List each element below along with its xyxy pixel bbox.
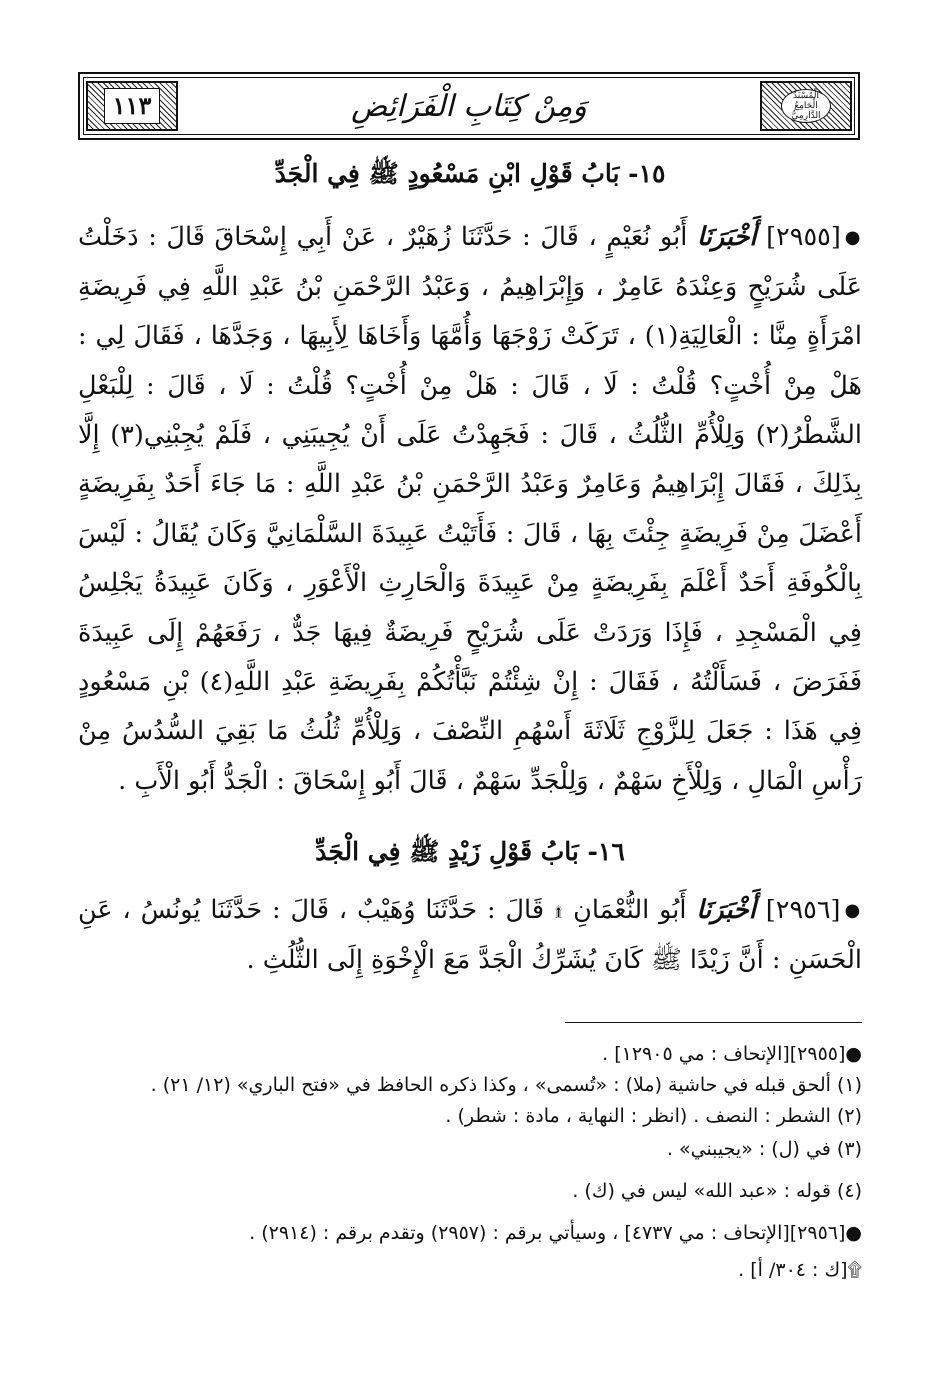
- akhbarana-label: أَخْبَرَنَا: [696, 222, 757, 252]
- chapter-heading: ١٥- بَابُ قَوْلِ ابْنِ مَسْعُودٍ ﷺ فِي الْجَدِّ: [274, 159, 666, 188]
- bullet-icon: ●: [844, 900, 862, 922]
- hadith-text: [78, 213, 862, 806]
- footnote: (٢) الشطر : النصف . (انظر : النهاية ، مادة : شطر) .: [445, 1105, 862, 1127]
- footnote: ۩[ك : ٣٠٤/ أ] .: [738, 1259, 862, 1281]
- akhbarana-label: أَخْبَرَنَا: [696, 895, 756, 925]
- hadith-line: فَجَهِدْتُ عَلَى أَنْ يُجِيبَنِي ، فَلَمْ يُجِبْنِي(٣) إِلَّا بِذَلِكَ ، فَقَالَ إِبْرَاهِيمُ وَعَامِرٌ: [78, 419, 862, 500]
- hadith-line: السُّدُسُ مِنْ رَأْسِ الْمَالِ ، وَلِلْأَخِ سَهْمٌ ، وَلِلْجَدِّ سَهْمٌ ، قَالَ أَبُو إِسْحَاقَ : الْجَدُّ: [78, 716, 862, 796]
- hadith-line: وَالْحَارِثِ الْأَعْوَرِ ، وَكَانَ عَبِيدَةُ يَجْلِسُ فِي الْمَسْجِدِ ، فَإِذَا وَرَدَتْ عَلَى شُرَيْحٍ فَرِيضَةٌ: [78, 568, 862, 648]
- hadith-line: أَنَّ زَيْدًا ﷺ كَانَ يُشَرِّكُ الْجَدَّ مَعَ الْإِخْوَةِ إِلَى الثُّلُثِ .: [246, 944, 764, 975]
- hadith-line: الْعَالِيَةِ(١) ، تَرَكَتْ زَوْجَهَا وَأُمَّهَا وَأَخَاهَا لِأَبِيهَا ، وَجَدَّهَا ، فَقَالَ لِي : هَلْ مِنْ أُخْتٍ؟: [78, 321, 862, 401]
- hadith-number: [٢٩٥٥]: [766, 222, 841, 252]
- hadith-number: [٢٩٥٦]: [765, 895, 841, 925]
- footnote-divider: [565, 1022, 862, 1023]
- hadith-line: أَبُو نُعَيْمٍ ، قَالَ : حَدَّثَنَا زُهَيْرٌ ، عَنْ أَبِي إِسْحَاقَ قَالَ : دَخَلْتُ عَلَى: [78, 222, 862, 302]
- emblem-box: [760, 81, 852, 131]
- book-section-title: وَمِنْ كِتَابِ الْفَرَائِضِ: [351, 88, 587, 124]
- hadith-line: أَبُو النُّعْمَانِ ۩ قَالَ : حَدَّثَنَا وُهَيْبٌ ، قَالَ : حَدَّثَنَا يُونُسُ ، عَنِ الْحَسَنِ :: [78, 895, 862, 975]
- hadith-line: قُلْتُ : لَا ، قَالَ : هَلْ مِنْ أُخْتٍ؟ قُلْتُ : لَا ، قَالَ : لِلْبَعْلِ الشَّطْرُ(٢) وَلِلْأُمِّ الثُّلُثُ ، قَالَ :: [78, 370, 863, 450]
- emblem-logo: الْمُسْنَدُ الْجَامِعُ الدَّارِمِيُّ: [781, 89, 831, 123]
- page-number: ١١٣: [104, 88, 161, 124]
- bullet-icon: ●: [844, 227, 863, 249]
- hadith-line: عَبْدِ اللَّهِ(٤) بْنِ مَسْعُودٍ فِي هَذَا : جَعَلَ لِلزَّوْجِ ثَلَاثَةَ أَسْهُمِ النِّصْفَ ، وَلِلْأُمِّ ثُلُثُ مَا بَقِيَ: [78, 666, 863, 747]
- hadith-line: فِيهَا جَدٌّ ، رَفَعَهُمْ إِلَى عَبِيدَةَ فَفَرَضَ ، فَسَأَلْتُهُ ، فَقَالَ : إِنْ شِئْتُمْ نَبَّأْتُكُمْ بِفَرِيضَةِ: [78, 617, 863, 697]
- hadith-line: أَبُو الْأَبِ .: [118, 765, 216, 796]
- footnote: ●[٢٩٥٥][الإتحاف : مي ١٢٩٠٥] .: [602, 1043, 862, 1065]
- footnote: (١) ألحق قبله في حاشية (ملا) : «تُسمى» ، وكذا ذكره الحافظ في «فتح الباري» (١٢/ ٢١) .: [150, 1074, 862, 1096]
- hadith-line: شُرَيْحٍ وَعِنْدَهُ عَامِرٌ ، وَإِبْرَاهِيمُ ، وَعَبْدُ الرَّحْمَنِ بْنُ عَبْدِ اللَّهِ فِي فَرِيضَةِ امْرَأَةٍ مِنَّا :: [78, 271, 863, 352]
- hadith-text: [78, 886, 862, 985]
- footnote: (٤) قوله : «عبد الله» ليس في (ك) .: [572, 1180, 862, 1202]
- hadith-line: وَعَبْدُ الرَّحْمَنِ بْنُ عَبْدِ اللَّهِ : مَا جَاءَ أَحَدٌ بِفَرِيضَةٍ أَعْضَلَ مِنْ فَرِيضَةٍ جِئْتَ بِهَا ، قَالَ :: [78, 469, 862, 549]
- hadith-line: فَأَتَيْتُ عَبِيدَةَ السَّلْمَانِيَّ وَكَانَ يُقَالُ : لَيْسَ بِالْكُوفَةِ أَحَدٌ أَعْلَمَ بِفَرِيضَةٍ مِنْ عَبِيدَةَ: [78, 518, 862, 599]
- page-header: [78, 72, 860, 140]
- footnote: (٣) في (ل) : «يجيبني» .: [666, 1138, 862, 1160]
- page-number-box: [86, 81, 178, 131]
- chapter-heading: ١٦- بَابُ قَوْلِ زَيْدٍ ﷺ فِي الْجَدِّ: [315, 837, 625, 866]
- footnote: ●[٢٩٥٦][الإتحاف : مي ٤٧٣٧] ، وسيأتي برقم : (٢٩٥٧) وتقدم برقم : (٢٩١٤) .: [249, 1222, 862, 1244]
